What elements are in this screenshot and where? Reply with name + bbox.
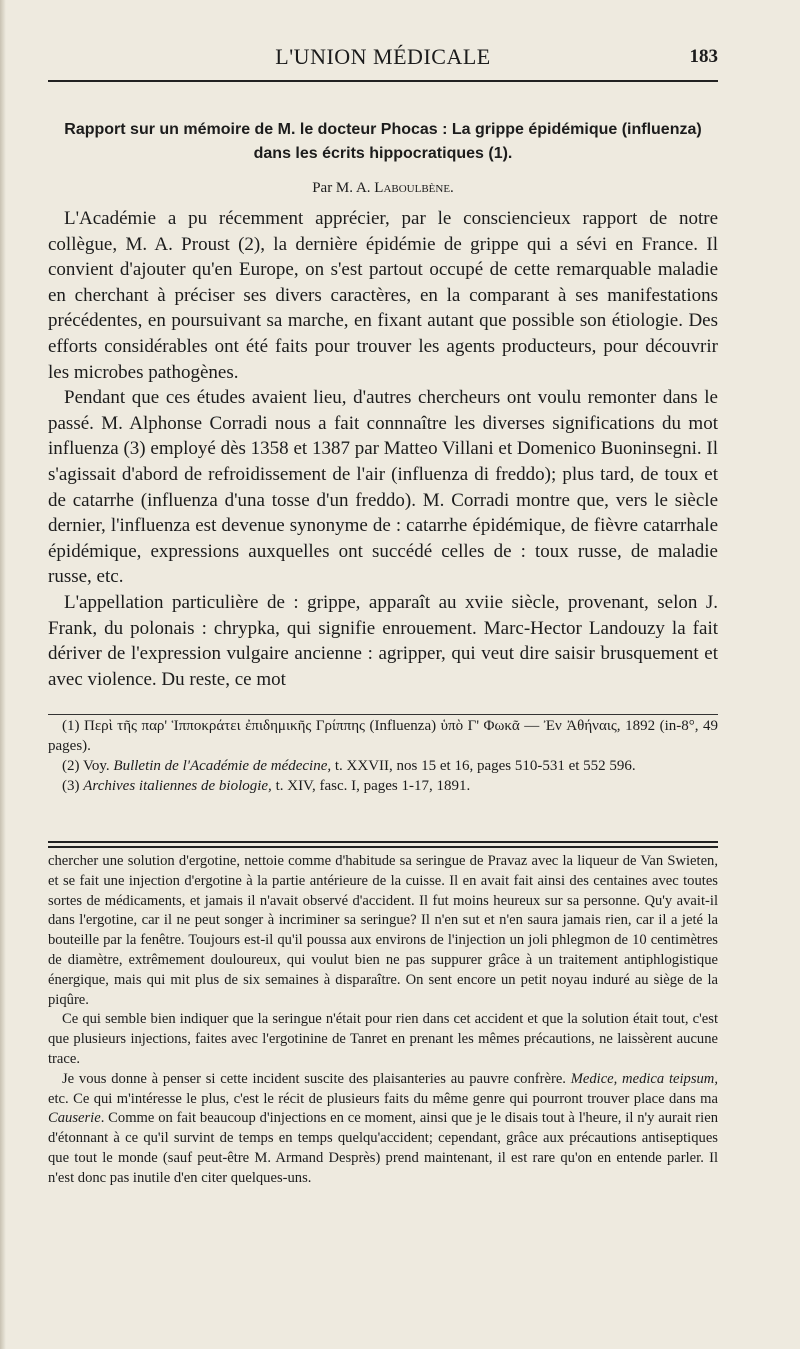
header-rule: [48, 80, 718, 82]
continuation-body: [48, 852, 718, 1189]
text-run: etc. Ce qui m'intéresse le plus, c'est le récit de plusieurs faits du même genre qui pourront trouver place dans ma: [48, 1090, 718, 1107]
binding-edge: [0, 0, 6, 1349]
article-author: [48, 180, 718, 197]
footnote-citation: Bulletin de l'Académie de médecine,: [113, 758, 332, 774]
footnote-label: (1): [62, 718, 80, 734]
article-title: Rapport sur un mémoire de M. le docteur Phocas : La grippe épidémique (influenza) dans les écrits hippocratiques (1).: [64, 121, 702, 162]
section-rule: [48, 841, 718, 843]
paragraph: L'appellation particulière de : grippe, apparaît au xviie siècle, provenant, selon J. Frank, du polonais : chrypka, qui signifie enrouement. Marc-Hector Landouzy la fait dériver de l'expression vulgaire ancienne : agripper, qui veut dire saisir brusquement et avec violence. Du reste, ce mot: [48, 591, 718, 690]
paragraph: [48, 1070, 718, 1189]
paragraph: chercher une solution d'ergotine, nettoie comme d'habitude sa seringue de Pravaz avec la liqueur de Van Swieten, et se fait une injection d'ergotine à la partie antérieure de la cuisse. Il en avait fait ainsi des centaines avec toutes sortes de médicaments, et jamais il n'avait observé d'accident. Il fut moins heureux sur sa personne. Qu'y avait-il dans l'ergotine, car il ne peut songer à incriminer sa seringue? Il n'en sut et n'en saura jamais rien, car il a jeté la bouteille par la fenêtre. Toujours est-il qu'il poussa aux environs de l'injection un joli phlegmon de 10 centimètres de diamètre, extrêmement douloureux, qui voulut bien ne pas suppurer grâce à un traitement antiphlogistique énergique, mais qui mit plus de six semaines à disparaître. On sent encore un petit noyau induré au siège de la piqûre.: [48, 853, 718, 1008]
paragraph: Pendant que ces études avaient lieu, d'autres chercheurs ont voulu remonter dans le passé. M. Alphonse Corradi nous a fait connnaître les diverses significations du mot influenza (3) employé dès 1358 et 1387 par Matteo Villani et Domenico Buoninsegni. Il s'agissait d'abord de refroidissement de l'air (influenza di freddo); plus tard, de toux et de catarrhe (influenza d'una tosse d'un freddo). M. Corradi montre que, vers le siècle dernier, l'influenza est devenue synonyme de : catarrhe épidémique, de fièvre catarrhale épidémique, expressions auxquelles ont succédé celles de : toux russe, de maladie russe, etc.: [48, 387, 718, 588]
footnote-text-suffix: t. XIV, fasc. I, pages 1-17, 1891.: [271, 778, 471, 794]
author-name: Laboulbène.: [374, 180, 454, 196]
paragraph: L'Académie a pu récemment apprécier, par le consciencieux rapport de notre collègue, M. A. Proust (2), la dernière épidémie de grippe qui a sévi en France. Il convient d'ajouter qu'en Europe, on s'est partout occupé de cette remarquable maladie en cherchant à préciser ses divers caractères, en la comparant à ses manifestations précédentes, en poursuivant sa marche, en fixant autant que possible son étiologie. Des efforts considérables ont été faits pour trouver les agents producteurs, pour découvrir les microbes pathogènes.: [48, 208, 718, 383]
section-rule: [48, 846, 718, 848]
footnote-2: [48, 756, 718, 776]
footnote-1: [48, 716, 718, 756]
footnote-label: (3): [62, 778, 80, 794]
footnote-text-suffix: t. XXVII, nos 15 et 16, pages 510-531 et 552 596.: [331, 758, 636, 774]
footnote-text-prefix: Voy.: [82, 758, 114, 774]
latin-phrase: Medice, medica teipsum,: [570, 1070, 718, 1087]
author-prefix: Par M. A.: [312, 180, 375, 196]
footnote-label: (2): [62, 758, 80, 774]
footnote-text: Περὶ τῆς παρ' Ἱπποκράτει ἐπιδημικῆς Γρίππης (Influenza) ὑπὸ Γ' Φωκᾶ — Ἐν Ἀθήναις, 1892 (in-8°, 49 pages).: [48, 718, 718, 754]
running-header: [48, 44, 718, 72]
footnotes: [48, 716, 718, 796]
text-run: . Comme on fait beaucoup d'injections en ce moment, ainsi que je le disais tout à l'heure, il n'y aurait rien d'étonnant à ce qu'il survint de temps en temps quelqu'accident; cependant, grâce aux précautions antiseptiques que tout le monde (sauf peut-être M. Armand Desprès) prend maintenant, il est rare qu'on en entende parler. Il n'est donc pas inutile d'en citer quelques-uns.: [48, 1110, 718, 1186]
publication-title: Causerie: [48, 1110, 101, 1127]
footnote-3: [48, 776, 718, 796]
article-body: [48, 206, 718, 692]
footnote-rule: [48, 714, 718, 715]
text-run: Je vous donne à penser si cette incident suscite des plaisanteries au pauvre confrère.: [62, 1070, 571, 1087]
journal-title: L'UNION MÉDICALE: [275, 44, 491, 69]
paragraph: Ce qui semble bien indiquer que la seringue n'était pour rien dans cet accident et que la solution était tout, c'est que plusieurs injections, faites avec l'ergotinine de Tanret en prenant les mêmes précautions, ne laissèrent aucune trace.: [48, 1011, 718, 1067]
page-number: 183: [689, 46, 718, 67]
footnote-citation: Archives italiennes de biologie,: [83, 778, 272, 794]
